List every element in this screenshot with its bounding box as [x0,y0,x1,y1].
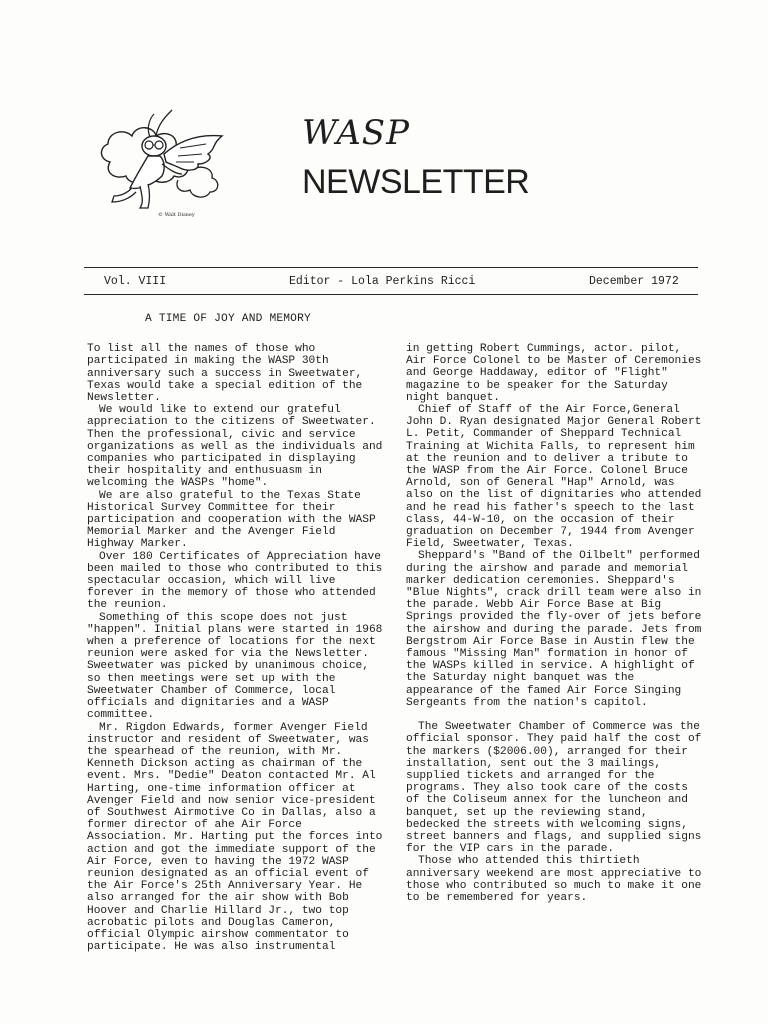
article-paragraph: To list all the names of those who participated in making the WASP 30th anniversary such a success in Sweetwater, Texas would take a special edition of the Newsletter. [87,343,363,405]
article-left-column [87,313,387,953]
article-paragraph: Those who attended this thirtieth anniversary weekend are most appreciative to those who contributed so much to make it one to be remembered for years. [406,855,702,904]
article-heading: A TIME OF JOY AND MEMORY [145,313,311,325]
volume-label: Vol. VIII [104,275,167,288]
fifinella-logo-drawing [96,104,246,224]
article-paragraph: in getting Robert Cummings, actor. pilot, Air Force Colonel to be Master of Ceremonies and George Haddaway, editor of "Flight" magazine to be speaker for the Saturday night banquet. [406,343,702,404]
issue-date: December 1972 [589,275,679,288]
article-right-column [406,343,708,904]
svg-text:© Walt Disney: © Walt Disney [158,212,195,218]
article-paragraph: Mr. Rigdon Edwards, former Avenger Field instructor and resident of Sweetwater, was the spearhead of the reunion, with Mr. Kenneth Dickson acting as chairman of the event. Mrs. "Dedie" Deaton contacted Mr. Al Harting, one-time information officer at Avenger Field and now senior vice-president of Southwest Airmotive Co in Dallas, also a former director of ahe Air Force Association. Mr. Harting put the forces into action and got the immediate support of the Air Force, even to having the 1972 WASP reunion designated as an official event of the Air Force's 25th Anniversary Year. He also arranged for the air show with Bob Hoover and Charlie Hillard Jr., two top acrobatic pilots and Douglas Cameron, official Olympic airshow commentator to participate. He was also instrumental [87,721,383,954]
article-paragraph: We are also grateful to the Texas State Historical Survey Committee for their participation and cooperation with the WASP Memorial Marker and the Avenger Field Highway Marker. [87,489,376,551]
editor-label: Editor - Lola Perkins Ricci [289,275,476,288]
masthead-bottom-rule [84,294,698,295]
masthead-top-rule [84,267,698,268]
article-paragraph: Over 180 Certificates of Appreciation have been mailed to those who contributed to this spectacular occasion, which will live forever in the memory of those who attended the reunion. [87,550,383,612]
newsletter-title-newsletter: NEWSLETTER [302,163,530,201]
article-paragraph: Chief of Staff of the Air Force,General John D. Ryan designated Major General Robert L. Petit, Commander of Sheppard Technical Training at Wichita Falls, to represent him at the reunion and to deliver a tribute to the WASP from the Air Force. Colonel Bruce Arnold, son of General "Hap" Arnold, was also on the list of dignitaries who attended and he read his father's speech to the last class, 44-W-10, on the occasion of their graduation on December 7, 1944 from Avenger Field, Sweetwater, Texas. [406,404,702,551]
fifinella-logo [96,104,246,224]
article-paragraph: Something of this scope does not just "happen". Initial plans were started in 1968 when a preference of locations for the next reunion were asked for via the Newsletter. Sweetwater was picked by unanimous choice, so then meetings were set up with the Sweetwater Chamber of Commerce, local officials and dignitaries and a WASP committee. [87,611,383,722]
article-paragraph: We would like to extend our grateful appreciation to the citizens of Sweetwater. Then the professional, civic and service organizations as well as the individuals and companies who participated in displaying their hospitality and enthusuasm in welcoming the WASPs "home". [87,404,383,490]
article-paragraph: The Sweetwater Chamber of Commerce was the official sponsor. They paid half the cost of the markers ($2006.00), arranged for their installation, sent out the 3 mailings, supplied tickets and arranged for the programs. They also took care of the costs of the Coliseum annex for the luncheon and banquet, set up the reviewing stand, bedecked the streets with welcoming signs, street banners and flags, and supplied signs for the VIP cars in the parade. [406,721,702,856]
newsletter-title-wasp: WASP [302,113,410,153]
article-paragraph: Sheppard's "Band of the Oilbelt" performed during the airshow and parade and memorial marker dedication ceremonies. Sheppard's "Blue Nights", crack drill team were also in the parade. Webb Air Force Base at Big Springs provided the fly-over of jets before the airshow and during the parade. Jets from Bergstrom Air Force Base in Austin flew the famous "Missing Man" formation in honor of the WASPs killed in service. A highlight of the Saturday night banquet was the appearance of the famed Air Force Singing Sergeants from the nation's capitol. [406,550,702,709]
